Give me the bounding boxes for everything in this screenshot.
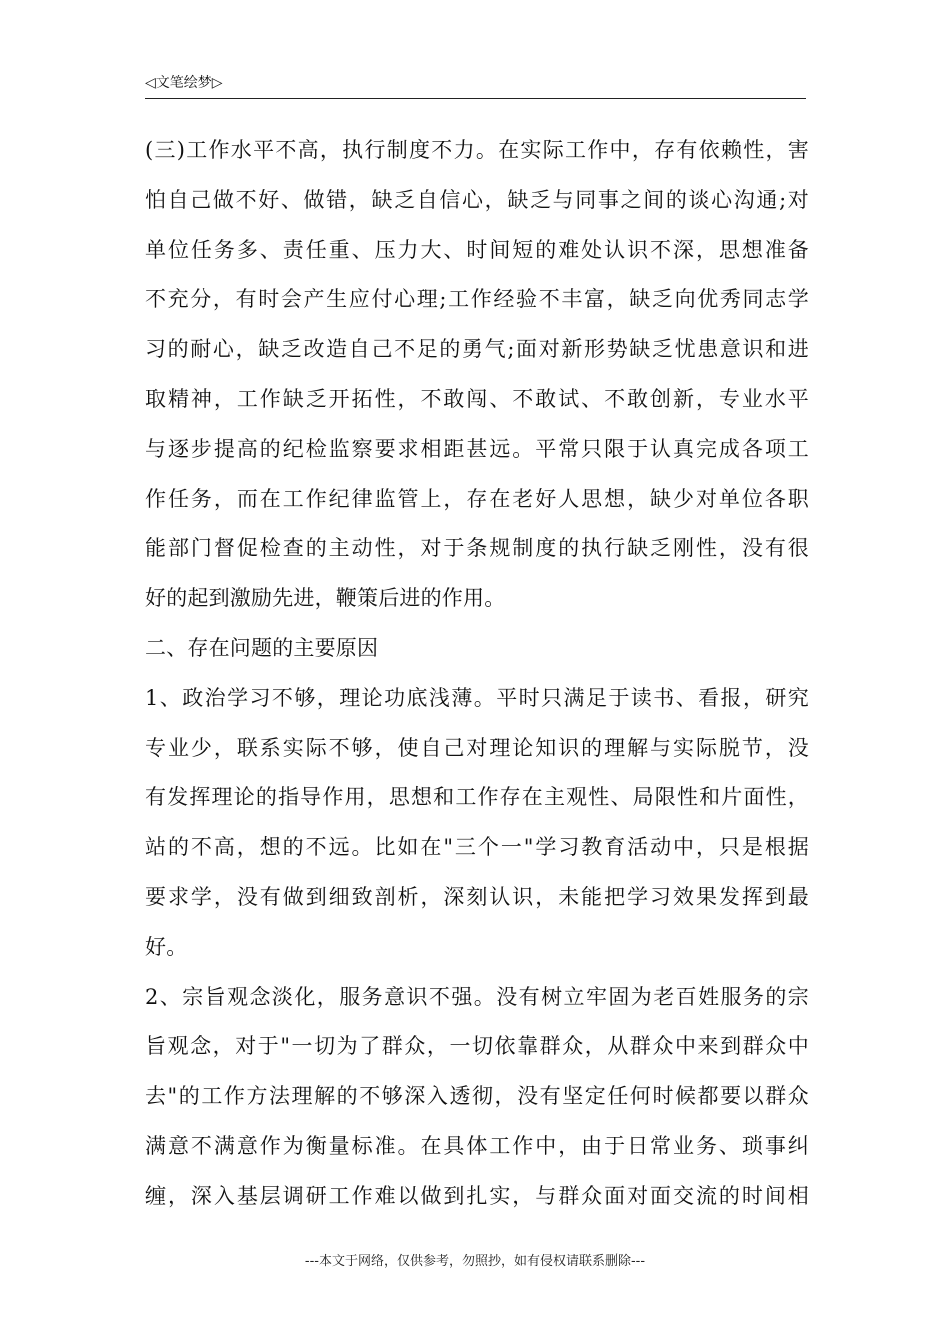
text-line: 旨观念，对于"一切为了群众，一切依靠群众，从群众中来到群众中 — [145, 1034, 809, 1059]
header-title: ◁文笔绘梦▷ — [145, 75, 223, 91]
text-line: 怕自己做不好、做错，缺乏自信心，缺乏与同事之间的谈心沟通;对 — [145, 187, 809, 212]
text-line: 能部门督促检查的主动性，对于条规制度的执行缺乏刚性，没有很 — [145, 536, 809, 561]
page-footer: ---本文于网络，仅供参考，勿照抄，如有侵权请联系删除--- — [304, 1254, 646, 1269]
text-line: 习的耐心，缺乏改造自己不足的勇气;面对新形势缺乏忧患意识和进 — [145, 337, 809, 362]
text-line: 去"的工作方法理解的不够深入透彻，没有坚定任何时候都要以群众 — [145, 1084, 809, 1109]
text-line: 满意不满意作为衡量标准。在具体工作中，由于日常业务、琐事纠 — [145, 1133, 809, 1158]
text-line: 有发挥理论的指导作用，思想和工作存在主观性、局限性和片面性， — [145, 785, 809, 810]
page-header — [145, 72, 806, 99]
text-line: 要求学，没有做到细致剖析，深刻认识，未能把学习效果发挥到最 — [145, 884, 809, 909]
text-line: 2、宗旨观念淡化，服务意识不强。没有树立牢固为老百姓服务的宗 — [145, 984, 809, 1009]
text-line: 站的不高，想的不远。比如在"三个一"学习教育活动中，只是根据 — [145, 835, 809, 860]
text-line: 好的起到激励先进，鞭策后进的作用。 — [145, 586, 506, 611]
text-line: (三)工作水平不高，执行制度不力。在实际工作中，存有依赖性，害 — [145, 138, 809, 162]
text-line: 缠，深入基层调研工作难以做到扎实，与群众面对面交流的时间相 — [145, 1183, 809, 1208]
text-line: 1、政治学习不够，理论功底浅薄。平时只满足于读书、看报，研究 — [145, 685, 809, 710]
text-line: 与逐步提高的纪检监察要求相距甚远。平常只限于认真完成各项工 — [145, 436, 809, 461]
text-line: 单位任务多、责任重、压力大、时间短的难处认识不深，思想准备 — [145, 237, 809, 262]
text-line: 作任务，而在工作纪律监管上，存在老好人思想，缺少对单位各职 — [145, 486, 809, 511]
text-line: 取精神，工作缺乏开拓性，不敢闯、不敢试、不敢创新，专业水平 — [145, 386, 809, 411]
document-body — [145, 126, 809, 1222]
text-line: 二、存在问题的主要原因 — [145, 635, 379, 660]
text-line: 好。 — [145, 934, 188, 959]
text-line: 专业少，联系实际不够，使自己对理论知识的理解与实际脱节，没 — [145, 735, 809, 760]
text-line: 不充分，有时会产生应付心理;工作经验不丰富，缺乏向优秀同志学 — [145, 287, 809, 312]
